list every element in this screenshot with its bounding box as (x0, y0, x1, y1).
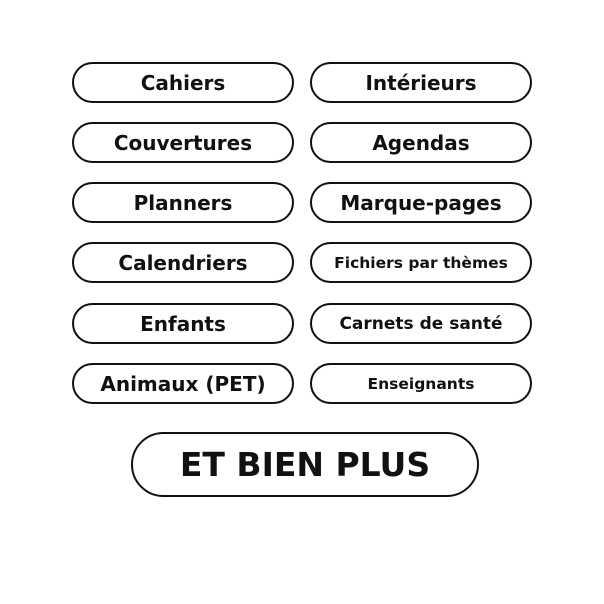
category-pill-enfants[interactable] (72, 303, 294, 344)
category-label: Couvertures (113, 130, 253, 155)
category-label: Intérieurs (365, 70, 477, 95)
category-pill-animaux-pet[interactable] (72, 363, 294, 404)
category-label: Planners (133, 190, 233, 215)
category-label: Enseignants (367, 374, 475, 393)
category-label: Carnets de santé (339, 313, 503, 334)
category-pill-calendriers[interactable] (72, 242, 294, 283)
category-label: Animaux (PET) (100, 371, 266, 396)
more-label: ET BIEN PLUS (179, 445, 431, 484)
category-pill-planners[interactable] (72, 182, 294, 223)
category-pill-carnets-de-sante[interactable] (310, 303, 532, 344)
category-pill-marque-pages[interactable] (310, 182, 532, 223)
category-label: Enfants (140, 311, 226, 336)
category-pill-enseignants[interactable] (310, 363, 532, 404)
category-pill-interieurs[interactable] (310, 62, 532, 103)
more-button[interactable] (131, 432, 479, 497)
category-pill-cahiers[interactable] (72, 62, 294, 103)
category-pill-agendas[interactable] (310, 122, 532, 163)
category-pill-couvertures[interactable] (72, 122, 294, 163)
category-pill-fichiers-par-themes[interactable] (310, 242, 532, 283)
category-label: Calendriers (118, 250, 248, 275)
category-label: Cahiers (140, 70, 226, 95)
category-label: Fichiers par thèmes (334, 253, 508, 272)
category-label: Agendas (372, 130, 470, 155)
category-label: Marque-pages (340, 190, 502, 215)
